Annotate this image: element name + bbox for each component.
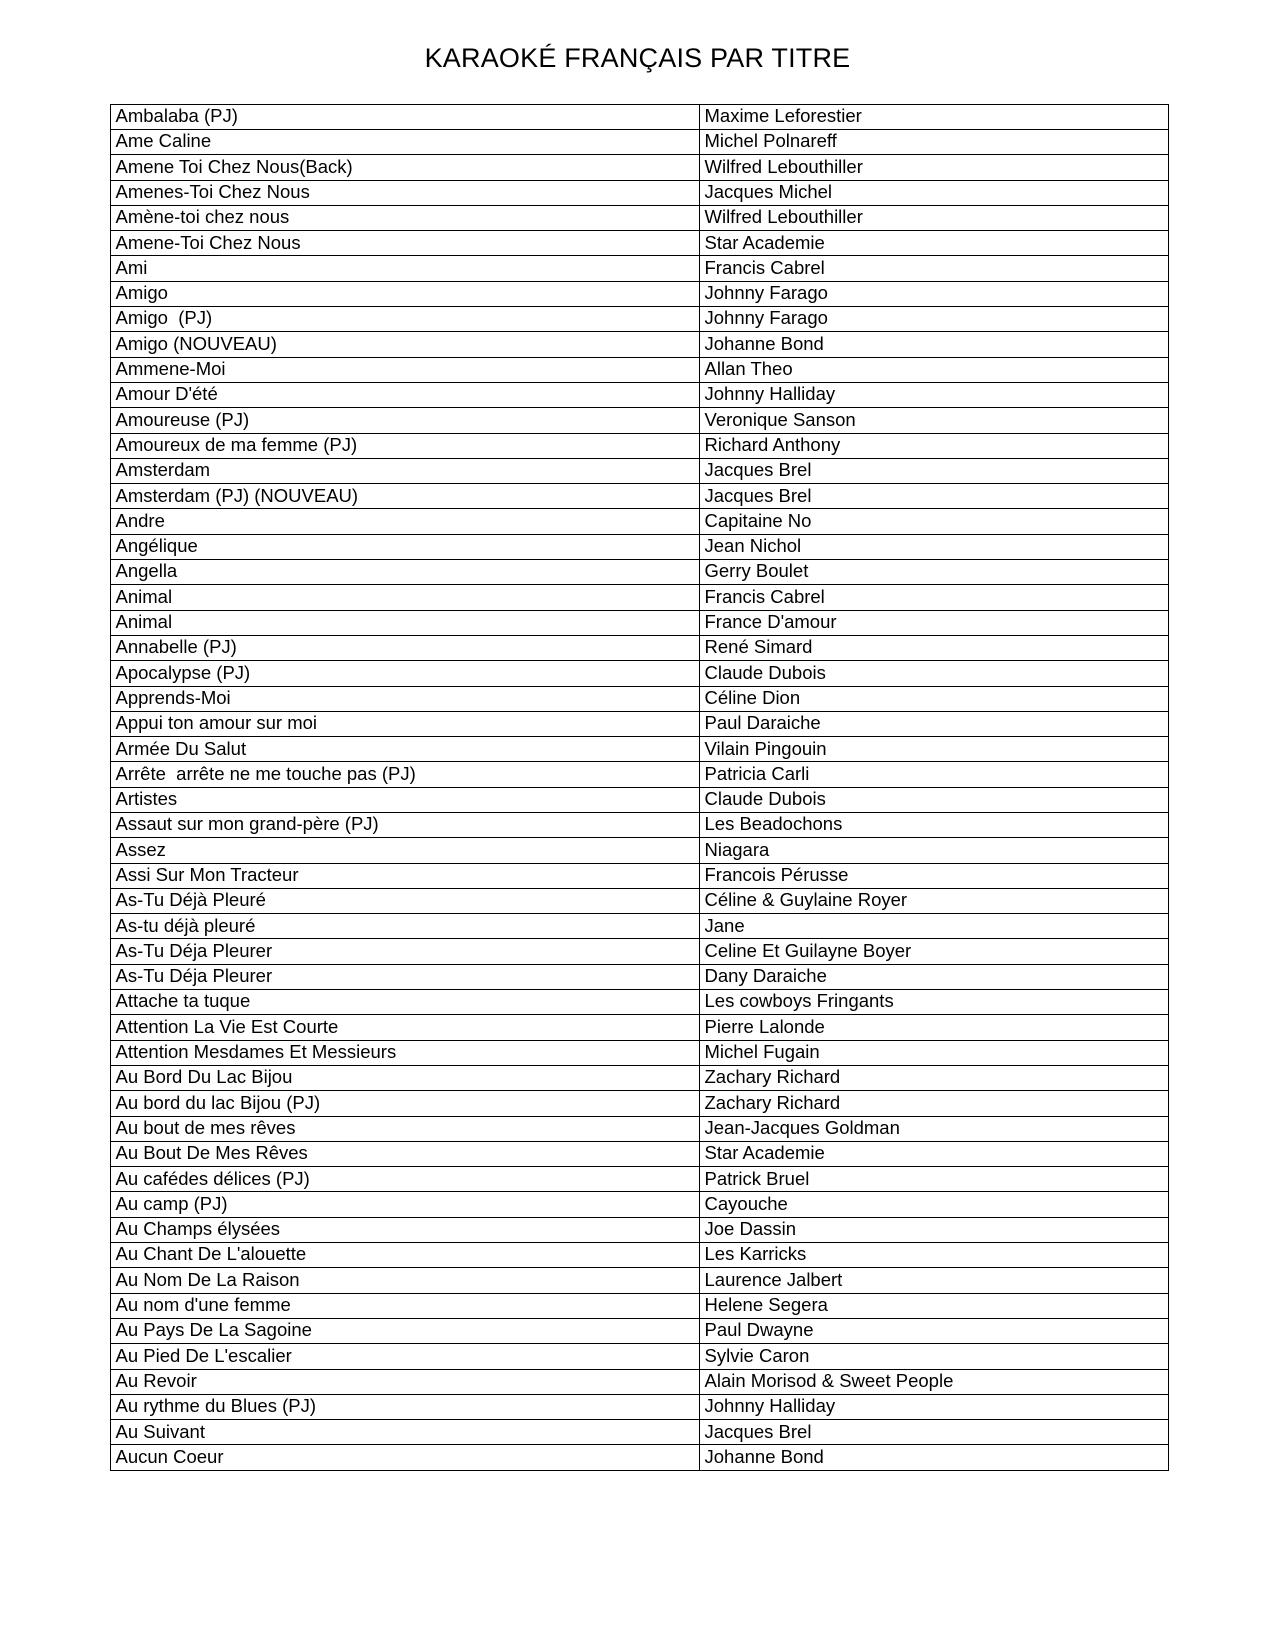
table-row <box>110 1217 1168 1242</box>
song-artist-cell: Patrick Bruel <box>699 1167 1168 1192</box>
song-title-cell: Attention La Vie Est Courte <box>110 1015 699 1040</box>
song-artist-cell: Les Karricks <box>699 1243 1168 1268</box>
table-row <box>110 585 1168 610</box>
song-title-cell: Au camp (PJ) <box>110 1192 699 1217</box>
song-artist-cell: Francois Pérusse <box>699 863 1168 888</box>
song-title-cell: Apprends-Moi <box>110 686 699 711</box>
song-title-cell: Amsterdam <box>110 458 699 483</box>
table-row <box>110 1091 1168 1116</box>
song-title-cell: Angélique <box>110 534 699 559</box>
song-artist-cell: Johanne Bond <box>699 332 1168 357</box>
table-row <box>110 180 1168 205</box>
table-row <box>110 813 1168 838</box>
song-artist-cell: Maxime Leforestier <box>699 104 1168 129</box>
table-row <box>110 1015 1168 1040</box>
table-row <box>110 1192 1168 1217</box>
song-artist-cell: Céline Dion <box>699 686 1168 711</box>
table-row <box>110 1369 1168 1394</box>
song-artist-cell: France D'amour <box>699 610 1168 635</box>
table-row <box>110 914 1168 939</box>
song-title-cell: Attache ta tuque <box>110 990 699 1015</box>
song-artist-cell: Johnny Halliday <box>699 1394 1168 1419</box>
song-artist-cell: Les cowboys Fringants <box>699 990 1168 1015</box>
table-row <box>110 104 1168 129</box>
song-title-cell: Ambalaba (PJ) <box>110 104 699 129</box>
table-row <box>110 256 1168 281</box>
song-artist-cell: Star Academie <box>699 231 1168 256</box>
song-artist-cell: Jacques Brel <box>699 1420 1168 1445</box>
song-artist-cell: Helene Segera <box>699 1293 1168 1318</box>
song-artist-cell: Céline & Guylaine Royer <box>699 888 1168 913</box>
song-title-cell: Amenes-Toi Chez Nous <box>110 180 699 205</box>
song-artist-cell: Les Beadochons <box>699 813 1168 838</box>
song-title-cell: Annabelle (PJ) <box>110 635 699 660</box>
table-row <box>110 509 1168 534</box>
table-row <box>110 332 1168 357</box>
table-row <box>110 711 1168 736</box>
song-artist-cell: Johnny Farago <box>699 281 1168 306</box>
song-artist-cell: Paul Dwayne <box>699 1318 1168 1343</box>
song-title-cell: Assaut sur mon grand-père (PJ) <box>110 813 699 838</box>
song-title-cell: Au cafédes délices (PJ) <box>110 1167 699 1192</box>
song-title-cell: Amsterdam (PJ) (NOUVEAU) <box>110 484 699 509</box>
song-artist-cell: Francis Cabrel <box>699 585 1168 610</box>
song-artist-cell: Dany Daraiche <box>699 964 1168 989</box>
table-row <box>110 1344 1168 1369</box>
song-title-cell: Appui ton amour sur moi <box>110 711 699 736</box>
table-row <box>110 382 1168 407</box>
song-title-cell: Arrête arrête ne me touche pas (PJ) <box>110 762 699 787</box>
song-artist-cell: Alain Morisod & Sweet People <box>699 1369 1168 1394</box>
table-row <box>110 205 1168 230</box>
song-artist-cell: Richard Anthony <box>699 433 1168 458</box>
table-row <box>110 1293 1168 1318</box>
song-title-cell: As-Tu Déja Pleurer <box>110 939 699 964</box>
song-title-cell: Amène-toi chez nous <box>110 205 699 230</box>
song-artist-cell: Jacques Brel <box>699 484 1168 509</box>
song-artist-cell: Zachary Richard <box>699 1065 1168 1090</box>
table-row <box>110 610 1168 635</box>
table-row <box>110 1268 1168 1293</box>
song-title-cell: Amour D'été <box>110 382 699 407</box>
song-artist-cell: Pierre Lalonde <box>699 1015 1168 1040</box>
song-title-cell: Au Champs élysées <box>110 1217 699 1242</box>
song-title-cell: As-tu déjà pleuré <box>110 914 699 939</box>
song-artist-cell: Laurence Jalbert <box>699 1268 1168 1293</box>
song-artist-cell: Johanne Bond <box>699 1445 1168 1470</box>
song-title-cell: Amoureux de ma femme (PJ) <box>110 433 699 458</box>
table-row <box>110 281 1168 306</box>
table-row <box>110 155 1168 180</box>
table-row <box>110 433 1168 458</box>
song-artist-cell: Sylvie Caron <box>699 1344 1168 1369</box>
song-artist-cell: Jacques Michel <box>699 180 1168 205</box>
song-artist-cell: Jacques Brel <box>699 458 1168 483</box>
table-row <box>110 1065 1168 1090</box>
song-title-cell: Apocalypse (PJ) <box>110 661 699 686</box>
table-row <box>110 964 1168 989</box>
song-title-cell: Andre <box>110 509 699 534</box>
table-row <box>110 307 1168 332</box>
song-title-cell: Amene-Toi Chez Nous <box>110 231 699 256</box>
song-title-cell: Au Revoir <box>110 1369 699 1394</box>
song-artist-cell: Wilfred Lebouthiller <box>699 205 1168 230</box>
song-list-table <box>110 104 1169 1471</box>
song-artist-cell: Gerry Boulet <box>699 560 1168 585</box>
song-artist-cell: Claude Dubois <box>699 661 1168 686</box>
table-row <box>110 1318 1168 1343</box>
table-row <box>110 129 1168 154</box>
song-title-cell: Au nom d'une femme <box>110 1293 699 1318</box>
song-title-cell: Amoureuse (PJ) <box>110 408 699 433</box>
table-row <box>110 1445 1168 1470</box>
song-artist-cell: Jean-Jacques Goldman <box>699 1116 1168 1141</box>
song-table-body <box>110 104 1168 1470</box>
table-row <box>110 762 1168 787</box>
table-row <box>110 990 1168 1015</box>
song-title-cell: Aucun Coeur <box>110 1445 699 1470</box>
song-artist-cell: Capitaine No <box>699 509 1168 534</box>
table-row <box>110 357 1168 382</box>
table-row <box>110 838 1168 863</box>
song-artist-cell: Star Academie <box>699 1141 1168 1166</box>
table-row <box>110 863 1168 888</box>
table-row <box>110 484 1168 509</box>
page-title: KARAOKÉ FRANÇAIS PAR TITRE <box>424 43 851 73</box>
table-row <box>110 661 1168 686</box>
song-title-cell: As-Tu Déja Pleurer <box>110 964 699 989</box>
song-artist-cell: Celine Et Guilayne Boyer <box>699 939 1168 964</box>
song-title-cell: Animal <box>110 585 699 610</box>
song-artist-cell: Zachary Richard <box>699 1091 1168 1116</box>
table-row <box>110 1167 1168 1192</box>
song-title-cell: Animal <box>110 610 699 635</box>
song-title-cell: Au bout de mes rêves <box>110 1116 699 1141</box>
table-row <box>110 458 1168 483</box>
song-artist-cell: Michel Fugain <box>699 1040 1168 1065</box>
song-title-cell: As-Tu Déjà Pleuré <box>110 888 699 913</box>
song-artist-cell: Michel Polnareff <box>699 129 1168 154</box>
song-artist-cell: Patricia Carli <box>699 762 1168 787</box>
song-title-cell: Au Bout De Mes Rêves <box>110 1141 699 1166</box>
song-title-cell: Amigo (NOUVEAU) <box>110 332 699 357</box>
table-row <box>110 560 1168 585</box>
song-artist-cell: Cayouche <box>699 1192 1168 1217</box>
table-row <box>110 939 1168 964</box>
song-artist-cell: Wilfred Lebouthiller <box>699 155 1168 180</box>
song-title-cell: Ammene-Moi <box>110 357 699 382</box>
song-title-cell: Au Nom De La Raison <box>110 1268 699 1293</box>
song-title-cell: Amigo (PJ) <box>110 307 699 332</box>
song-title-cell: Au bord du lac Bijou (PJ) <box>110 1091 699 1116</box>
song-title-cell: Au Chant De L'alouette <box>110 1243 699 1268</box>
table-row <box>110 1040 1168 1065</box>
table-row <box>110 888 1168 913</box>
song-title-cell: Assi Sur Mon Tracteur <box>110 863 699 888</box>
song-artist-cell: Johnny Halliday <box>699 382 1168 407</box>
song-artist-cell: Vilain Pingouin <box>699 737 1168 762</box>
table-row <box>110 1116 1168 1141</box>
song-artist-cell: Johnny Farago <box>699 307 1168 332</box>
song-artist-cell: René Simard <box>699 635 1168 660</box>
song-title-cell: Angella <box>110 560 699 585</box>
table-row <box>110 1394 1168 1419</box>
song-artist-cell: Jane <box>699 914 1168 939</box>
table-row <box>110 686 1168 711</box>
song-artist-cell: Joe Dassin <box>699 1217 1168 1242</box>
song-artist-cell: Claude Dubois <box>699 787 1168 812</box>
song-title-cell: Ami <box>110 256 699 281</box>
table-row <box>110 1243 1168 1268</box>
song-table-container <box>108 74 1168 1471</box>
song-title-cell: Amigo <box>110 281 699 306</box>
song-title-cell: Armée Du Salut <box>110 737 699 762</box>
song-title-cell: Au Suivant <box>110 1420 699 1445</box>
song-artist-cell: Paul Daraiche <box>699 711 1168 736</box>
table-row <box>110 635 1168 660</box>
table-row <box>110 787 1168 812</box>
table-row <box>110 1420 1168 1445</box>
song-title-cell: Artistes <box>110 787 699 812</box>
song-title-cell: Au Pays De La Sagoine <box>110 1318 699 1343</box>
song-title-cell: Ame Caline <box>110 129 699 154</box>
song-artist-cell: Niagara <box>699 838 1168 863</box>
song-artist-cell: Jean Nichol <box>699 534 1168 559</box>
table-row <box>110 1141 1168 1166</box>
table-row <box>110 231 1168 256</box>
song-artist-cell: Francis Cabrel <box>699 256 1168 281</box>
song-artist-cell: Veronique Sanson <box>699 408 1168 433</box>
song-title-cell: Amene Toi Chez Nous(Back) <box>110 155 699 180</box>
song-title-cell: Assez <box>110 838 699 863</box>
song-title-cell: Au Bord Du Lac Bijou <box>110 1065 699 1090</box>
table-row <box>110 408 1168 433</box>
table-row <box>110 534 1168 559</box>
song-title-cell: Attention Mesdames Et Messieurs <box>110 1040 699 1065</box>
song-title-cell: Au rythme du Blues (PJ) <box>110 1394 699 1419</box>
table-row <box>110 737 1168 762</box>
song-artist-cell: Allan Theo <box>699 357 1168 382</box>
song-title-cell: Au Pied De L'escalier <box>110 1344 699 1369</box>
